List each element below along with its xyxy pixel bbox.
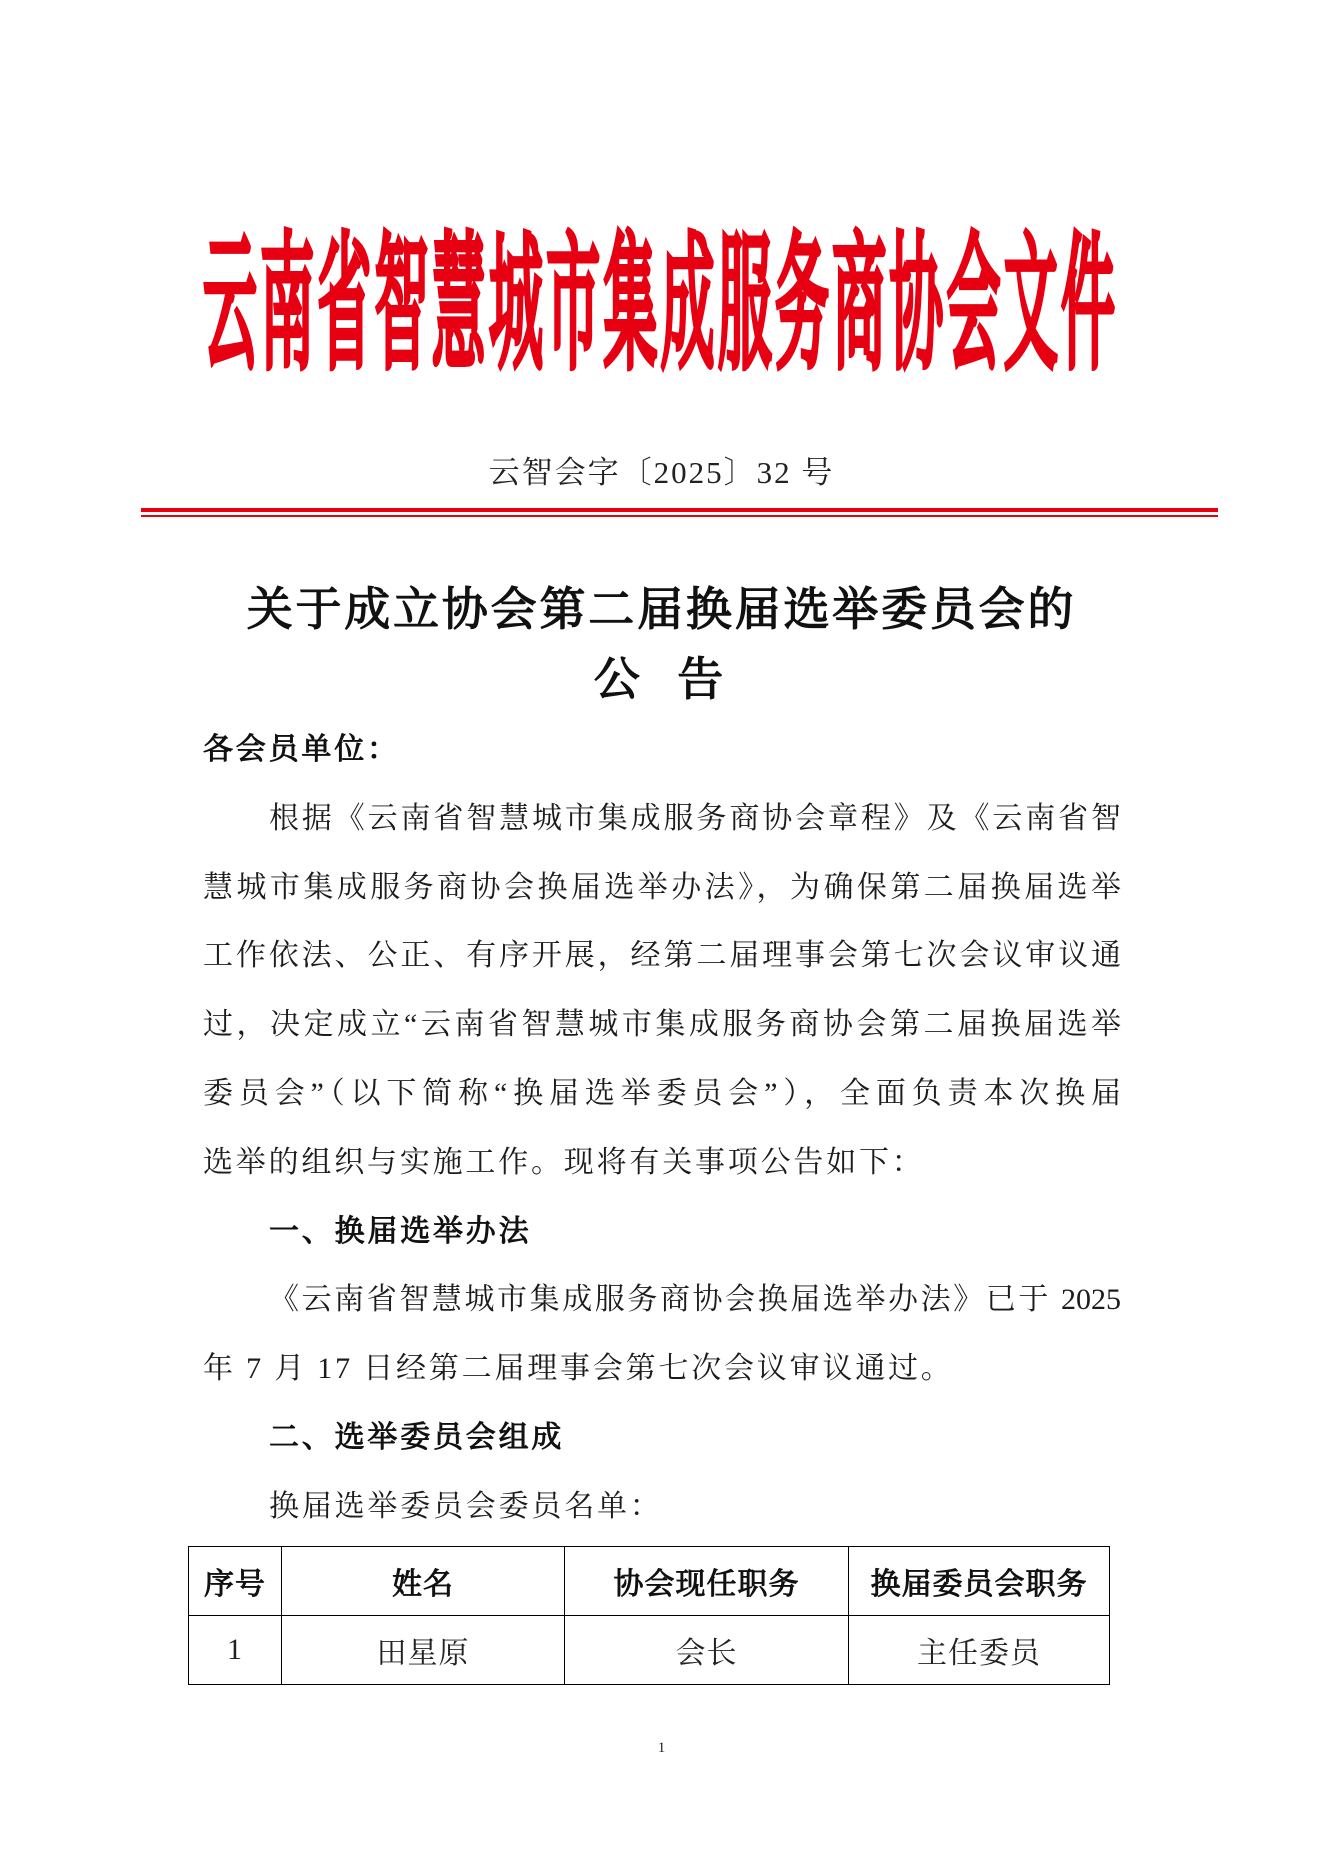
header-current-position: 协会现任职务: [565, 1547, 849, 1616]
intro-line-1: 根据《云南省智慧城市集成服务商协会章程》及《云南省智: [269, 801, 1121, 835]
section-1-heading: 一、换届选举办法: [269, 1214, 532, 1248]
section-1-line-1: 《云南省智慧城市集成服务商协会换届选举办法》已于 2025: [269, 1283, 1121, 1317]
notice-body: [203, 716, 1121, 1542]
member-table: [188, 1546, 1110, 1685]
cell-current-position: 会长: [565, 1616, 849, 1685]
salutation: 各会员单位：: [203, 733, 400, 766]
cell-name: 田星原: [282, 1616, 565, 1685]
header-index: 序号: [189, 1547, 282, 1616]
member-list-intro: 换届选举委员会委员名单：: [269, 1489, 663, 1523]
intro-line-2: 慧城市集成服务商协会换届选举办法》，为确保第二届换届选举: [203, 870, 1121, 904]
intro-line-4: 过，决定成立“云南省智慧城市集成服务商协会第二届换届选举: [203, 1008, 1121, 1042]
cell-committee-position: 主任委员: [849, 1616, 1110, 1685]
table-row: [189, 1616, 1110, 1685]
section-1-line-2: 年 7 月 17 日经第二届理事会第七次会议审议通过。: [203, 1352, 954, 1386]
red-separator-thick: [141, 508, 1218, 512]
page-number: 1: [657, 1740, 666, 1756]
intro-line-3: 工作依法、公正、有序开展，经第二届理事会第七次会议审议通: [203, 939, 1121, 973]
red-separator-thin: [141, 515, 1218, 517]
header-name: 姓名: [282, 1547, 565, 1616]
notice-title-line-1: 关于成立协会第二届换届选举委员会的: [246, 584, 1077, 635]
section-2-heading: 二、选举委员会组成: [269, 1420, 565, 1454]
table-header-row: [189, 1547, 1110, 1616]
document-number: 云智会字〔2025〕32 号: [488, 455, 835, 490]
intro-line-5: 委员会”（以下简称“换届选举委员会”），全面负责本次换届: [203, 1076, 1121, 1110]
notice-title-line-2: 公 告: [593, 654, 730, 705]
cell-index: 1: [189, 1616, 282, 1685]
intro-line-6: 选举的组织与实施工作。现将有关事项公告如下：: [203, 1145, 925, 1179]
org-header-title: 云南省智慧城市集成服务商协会文件: [203, 218, 1115, 392]
header-committee-position: 换届委员会职务: [849, 1547, 1110, 1616]
